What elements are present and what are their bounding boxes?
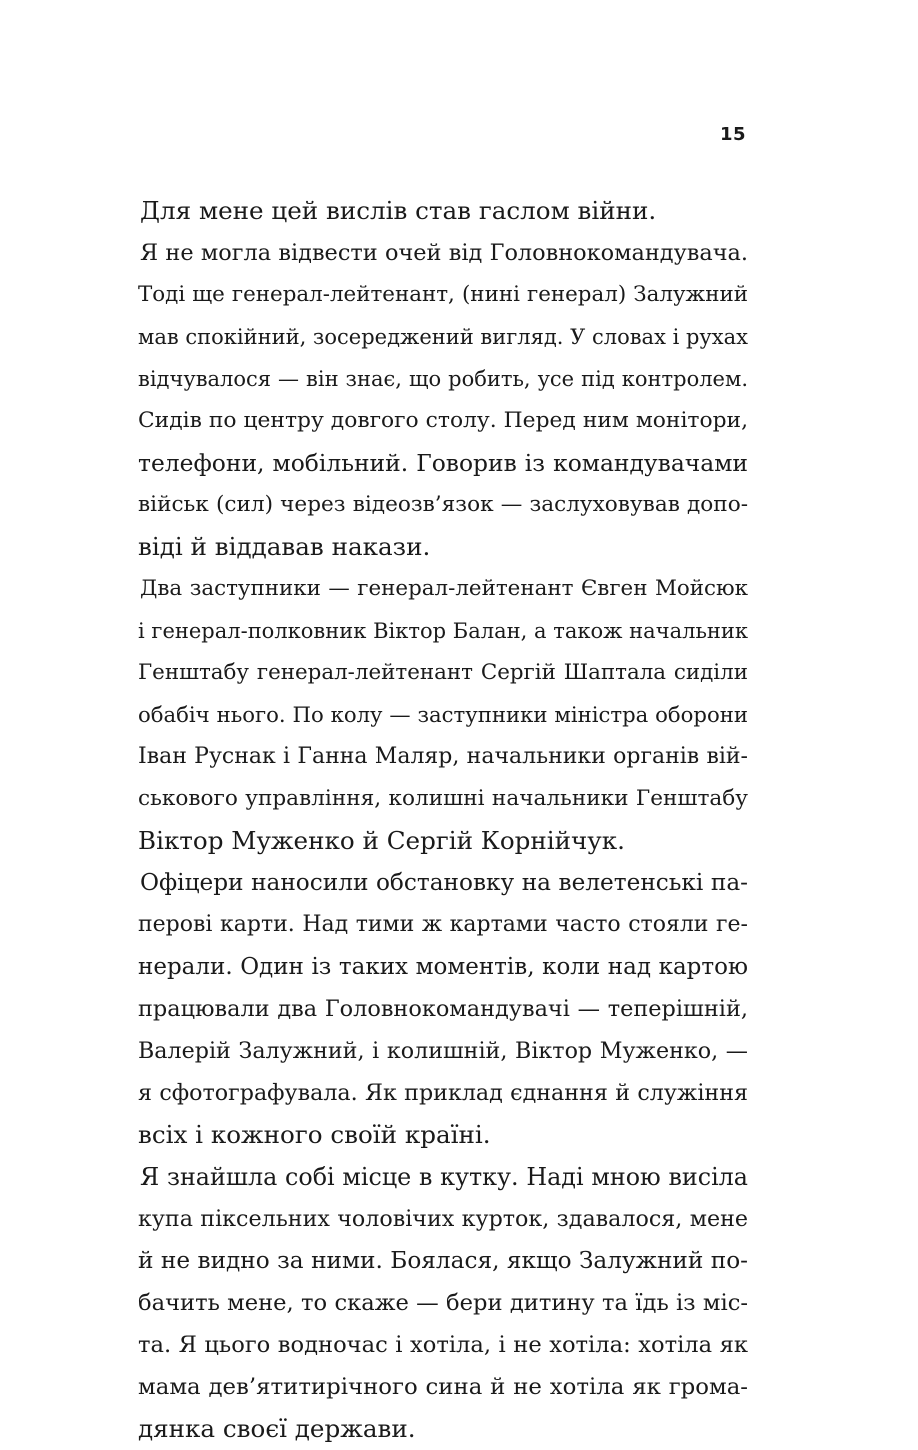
- text-line: обабіч нього. По колу — заступники міністра оборони: [138, 702, 748, 727]
- text-line: Для мене цей вислів став гаслом війни.: [140, 196, 657, 225]
- text-line: Тоді ще генерал-лейтенант, (нині генерал) Залужний: [138, 282, 748, 307]
- text-line: та. Я цього водночас і хотіла, і не хотіла: хотіла як: [138, 1332, 748, 1358]
- text-line: дянка своєї держави.: [138, 1414, 416, 1443]
- text-line: перові карти. Над тими ж картами часто стояли ге-: [138, 912, 748, 937]
- text-line: купа піксельних чоловічих курток, здавалося, мене: [138, 1206, 748, 1232]
- text-line: Іван Руснак і Ганна Маляр, начальники органів вій-: [138, 744, 748, 769]
- body-text: [138, 190, 748, 1450]
- text-line: я сфотографувала. Як приклад єднання й служіння: [138, 1080, 748, 1106]
- text-line: телефони, мобільний. Говорив із командувачами: [138, 449, 748, 477]
- text-line: відчувалося — він знає, що робить, усе під контролем.: [138, 367, 748, 391]
- text-line: Два заступники — генерал-лейтенант Євген Мойсюк: [140, 576, 748, 601]
- text-line: Віктор Муженко й Сергій Корнійчук.: [138, 826, 625, 855]
- text-line: й не видно за ними. Боялася, якщо Залужний по-: [138, 1247, 748, 1274]
- text-line: Офіцери наносили обстановку на велетенські па-: [140, 869, 748, 896]
- text-line: Валерій Залужний, і колишній, Віктор Муженко, —: [138, 1038, 748, 1064]
- text-line: Я знайшла собі місце в кутку. Наді мною висіла: [140, 1163, 748, 1191]
- text-line: Сидів по центру довгого столу. Перед ним монітори,: [138, 408, 748, 433]
- text-line: бачить мене, то скаже — бери дитину та їдь із міс-: [138, 1290, 748, 1316]
- text-line: ськового управління, колишні начальники Генштабу: [138, 786, 748, 811]
- text-line: всіх і кожного своїй країні.: [138, 1120, 491, 1149]
- text-line: і генерал-полковник Віктор Балан, а також начальник: [138, 619, 748, 643]
- page-number: 15: [719, 124, 746, 145]
- text-line: Я не могла відвести очей від Головнокомандувача.: [140, 240, 748, 266]
- text-line: Генштабу генерал-лейтенант Сергій Шаптала сиділи: [138, 660, 748, 685]
- text-line: віді й віддавав накази.: [138, 532, 431, 561]
- text-line: військ (сил) через відеозв’язок — заслуховував допо-: [138, 492, 748, 517]
- text-line: нерали. Один із таких моментів, коли над картою: [138, 954, 748, 980]
- text-line: мав спокійний, зосереджений вигляд. У словах і рухах: [138, 325, 748, 349]
- text-line: працювали два Головнокомандувачі — теперішній,: [138, 996, 748, 1022]
- text-line: мама дев’ятитирічного сина й не хотіла як грома-: [138, 1374, 748, 1400]
